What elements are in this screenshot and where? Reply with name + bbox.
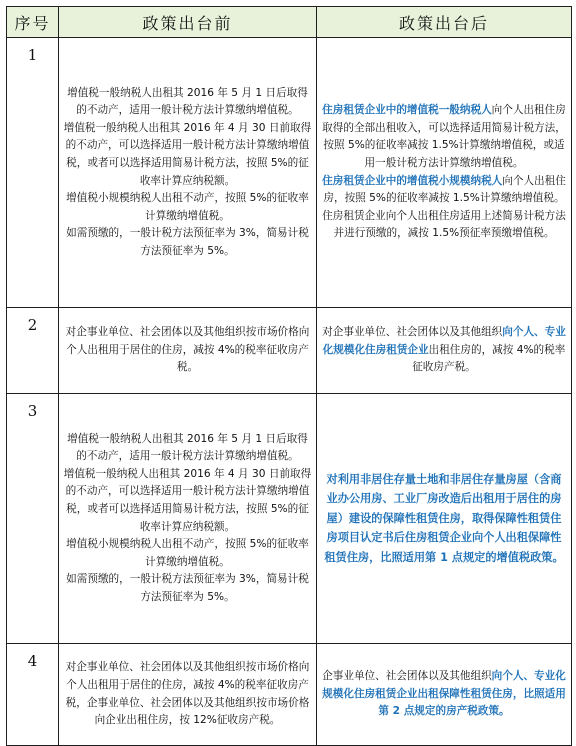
header-row [7, 7, 572, 38]
before-cell: 对企事业单位、社会团体以及其他组织按市场价格向个人出租用于居住的住房，减按 4%的税率征收房产税。 [59, 308, 317, 394]
policy-comparison-table [6, 6, 572, 746]
after-text: 企事业单位、社会团体以及其他组织 [322, 670, 492, 683]
before-paragraph: 如需预缴的，一般计税方法预征率为 3%，简易计税方法预征率为 5%。 [66, 573, 309, 603]
header-before: 政策出台前 [59, 7, 317, 38]
before-cell [59, 394, 317, 644]
before-cell [59, 38, 317, 308]
row-number: 1 [7, 38, 59, 308]
table-row [7, 38, 572, 308]
table-row [7, 308, 572, 394]
after-text: 对企事业单位、社会团体以及其他组织 [322, 326, 503, 339]
after-cell [317, 38, 572, 308]
header-after: 政策出台后 [317, 7, 572, 38]
row-number: 2 [7, 308, 59, 394]
before-paragraph: 增值税小规模纳税人出租不动产，按照 5%的征收率计算缴纳增值税。 [66, 538, 309, 568]
before-paragraph: 增值税小规模纳税人出租不动产，按照 5%的征收率计算缴纳增值税。 [66, 192, 309, 222]
after-text: 向个人出租住房取得的全部出租收入，可以选择适用简易计税方法，按照 5%的征收率减按 1.5%计算缴纳增值税，或适用一般计税方法计算缴纳增值税。 [322, 104, 566, 169]
table-row [7, 644, 572, 746]
after-text: 出租住房的，减按 4%的税率征收房产税。 [412, 343, 566, 374]
before-paragraph: 增值税一般纳税人出租其 2016 年 4 月 30 日前取得的不动产，可以选择适用一般计税方法计算缴纳增值税，或者可以选择适用简易计税方法，按照 5%的征收率计算应纳税额。 [63, 121, 312, 187]
highlight-text: 对利用非居住存量土地和非居住存量房屋（含商业办公用房、工业厂房改造后出租用于居住的房屋）建设的保障性租赁住房，取得保障性租赁住房项目认定书后住房租赁企业向个人出租保障性租赁住房，比照适用第 1 点规定的增值税政策。 [324, 472, 564, 564]
after-cell [317, 394, 572, 644]
after-cell [317, 308, 572, 394]
highlight-text: 住房租赁企业中的增值税一般纳税人 [322, 104, 492, 117]
after-paragraph [321, 173, 567, 208]
after-paragraph: 住房租赁企业向个人出租住房适用上述简易计税方法并进行预缴的，减按 1.5%预征率预缴增值税。 [322, 209, 566, 240]
before-paragraph: 如需预缴的，一般计税方法预征率为 3%，简易计税方法预征率为 5%。 [66, 227, 309, 257]
after-cell [317, 644, 572, 746]
table-row [7, 394, 572, 644]
highlight-text: 向个人、专业化规模化住房租赁企业出租保障性租赁住房，比照适用第 2 点规定的房产税政策。 [322, 670, 566, 718]
row-number: 4 [7, 644, 59, 746]
highlight-text: 住房租赁企业中的增值税小规模纳税人 [322, 174, 503, 187]
header-no: 序号 [7, 7, 59, 38]
after-paragraph [321, 102, 567, 172]
before-cell: 对企事业单位、社会团体以及其他组织按市场价格向个人出租用于居住的住房，减按 4%的税率征收房产税，企事业单位、社会团体以及其他组织按市场价格向企业出租住房，按 12%征收房产税。 [59, 644, 317, 746]
after-text: 向个人出租住房，按照 5%的征收率减按 1.5%计算缴纳增值税。 [323, 174, 566, 205]
before-paragraph: 增值税一般纳税人出租其 2016 年 5 月 1 日后取得的不动产，适用一般计税方法计算缴纳增值税。 [67, 86, 308, 117]
row-number: 3 [7, 394, 59, 644]
before-paragraph: 增值税一般纳税人出租其 2016 年 4 月 30 日前取得的不动产，可以选择适用一般计税方法计算缴纳增值税，或者可以选择适用简易计税方法，按照 5%的征收率计算应纳税额。 [63, 467, 312, 533]
before-paragraph: 增值税一般纳税人出租其 2016 年 5 月 1 日后取得的不动产，适用一般计税方法计算缴纳增值税。 [67, 432, 308, 463]
highlight-text: 向个人、专业化规模化住房租赁企业 [322, 326, 566, 356]
